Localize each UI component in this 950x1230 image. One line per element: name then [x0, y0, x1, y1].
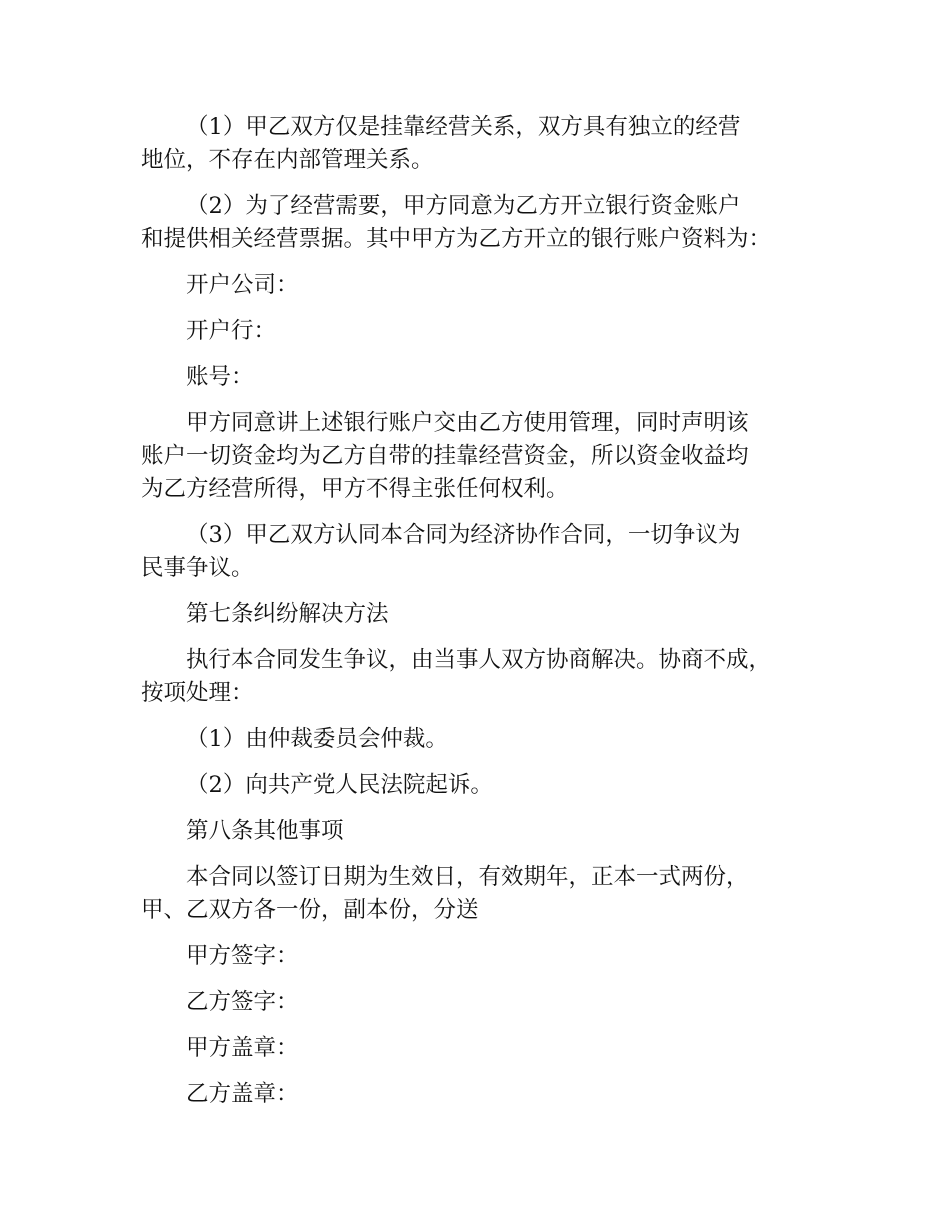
arbitration-option: （1）由仲裁委员会仲裁。	[186, 726, 448, 752]
document-body	[141, 111, 831, 1124]
account-bank-line: 开户行：	[186, 318, 277, 344]
account-number-line: 账号：	[186, 364, 254, 390]
court-option: （2）向共产党人民法院起诉。	[186, 772, 493, 798]
clause-2-paragraph: （2）为了经营需要，甲方同意为乙方开立银行资金账户 和提供相关经营票据。其中甲方为乙方开立的银行账户资料为：	[141, 193, 772, 252]
account-company-line: 开户公司：	[186, 272, 299, 298]
validity-paragraph: 本合同以签订日期为生效日，有效期年，正本一式两份， 甲、乙双方各一份，副本份，分送	[141, 864, 749, 923]
dispute-paragraph: 执行本合同发生争议，由当事人双方协商解决。协商不成， 按项处理：	[141, 647, 772, 706]
party-b-signature-line: 乙方签字：	[186, 989, 299, 1015]
party-a-signature-line: 甲方签字：	[186, 943, 299, 969]
party-a-seal-line: 甲方盖章：	[186, 1035, 299, 1061]
clause-1-paragraph: （1）甲乙双方仅是挂靠经营关系，双方具有独立的经营 地位，不存在内部管理关系。	[141, 114, 741, 173]
account-declaration-paragraph: 甲方同意讲上述银行账户交由乙方使用管理，同时声明该 账户一切资金均为乙方自带的挂靠经营资金，所以资金收益均 为乙方经营所得，甲方不得主张任何权利。	[141, 410, 749, 502]
article-7-heading: 第七条纠纷解决方法	[186, 601, 389, 627]
article-8-heading: 第八条其他事项	[186, 818, 344, 844]
clause-3-paragraph: （3）甲乙双方认同本合同为经济协作合同，一切争议为 民事争议。	[141, 522, 741, 581]
party-b-seal-line: 乙方盖章：	[186, 1081, 299, 1107]
